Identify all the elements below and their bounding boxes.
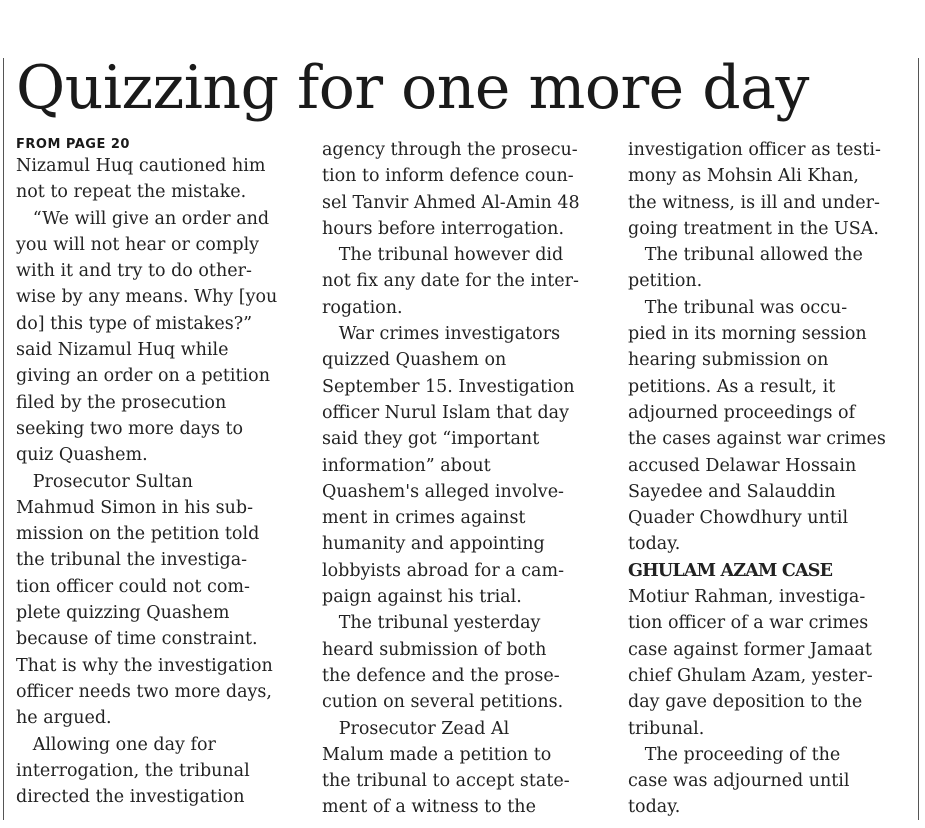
body-line: hearing submission on bbox=[628, 350, 829, 371]
body-line: with it and try to do other- bbox=[16, 261, 252, 282]
body-line: tion officer could not com- bbox=[16, 576, 250, 597]
left-column-rule bbox=[3, 58, 4, 820]
article-column-2 bbox=[322, 137, 606, 821]
body-line: War crimes investigators bbox=[322, 324, 561, 345]
body-line: said Nizamul Huq while bbox=[16, 340, 229, 361]
body-line: petitions. As a result, it bbox=[628, 376, 836, 397]
column-3-body bbox=[628, 137, 912, 821]
body-line: The tribunal was occu- bbox=[628, 297, 848, 318]
body-line: tion officer of a war crimes bbox=[628, 613, 869, 634]
body-line: Prosecutor Zead Al bbox=[322, 718, 510, 739]
column-2-body bbox=[322, 137, 606, 821]
body-line: the witness, is ill and under- bbox=[628, 192, 880, 213]
body-line: quizzed Quashem on bbox=[322, 350, 507, 371]
body-line: Sayedee and Salauddin bbox=[628, 481, 836, 502]
body-line: directed the investigation bbox=[16, 787, 245, 808]
headline: Quizzing for one more day bbox=[16, 53, 809, 123]
body-line: because of time constraint. bbox=[16, 629, 258, 650]
body-line: the tribunal to accept state- bbox=[322, 771, 570, 792]
body-line: ment of a witness to the bbox=[322, 797, 536, 818]
body-line: the tribunal the investiga- bbox=[16, 550, 248, 571]
body-line: do] this type of mistakes?” bbox=[16, 313, 253, 334]
body-line: adjourned proceedings of bbox=[628, 402, 856, 423]
body-line: “We will give an order and bbox=[16, 208, 270, 229]
body-line: sel Tanvir Ahmed Al-Amin 48 bbox=[322, 192, 580, 213]
body-line: officer needs two more days, bbox=[16, 681, 272, 702]
article-column-3 bbox=[628, 137, 912, 821]
body-line: day gave deposition to the bbox=[628, 692, 863, 713]
body-line: September 15. Investigation bbox=[322, 376, 575, 397]
body-line: rogation. bbox=[322, 297, 403, 318]
body-line: Quashem's alleged involve- bbox=[322, 481, 564, 502]
body-line: The tribunal however did bbox=[322, 245, 564, 266]
body-line: the defence and the prose- bbox=[322, 665, 560, 686]
body-line: mission on the petition told bbox=[16, 524, 260, 545]
body-line: humanity and appointing bbox=[322, 534, 545, 555]
kicker-from-page: FROM PAGE 20 bbox=[16, 137, 130, 152]
body-line: plete quizzing Quashem bbox=[16, 603, 230, 624]
body-line: case against former Jamaat bbox=[628, 639, 872, 660]
body-line: Quader Chowdhury until bbox=[628, 508, 849, 529]
body-line: interrogation, the tribunal bbox=[16, 760, 250, 781]
body-line: accused Delawar Hossain bbox=[628, 455, 857, 476]
body-line: agency through the prosecu- bbox=[322, 140, 578, 160]
body-line: The tribunal yesterday bbox=[322, 613, 541, 634]
body-line: today. bbox=[628, 797, 681, 818]
body-line: tion to inform defence coun- bbox=[322, 166, 574, 187]
body-line: officer Nurul Islam that day bbox=[322, 402, 569, 423]
body-line: chief Ghulam Azam, yester- bbox=[628, 665, 873, 686]
body-line: mony as Mohsin Ali Khan, bbox=[628, 166, 859, 187]
body-line: not fix any date for the inter- bbox=[322, 271, 579, 292]
body-line: you will not hear or comply bbox=[16, 234, 260, 255]
body-line: he argued. bbox=[16, 708, 112, 729]
body-line: ment in crimes against bbox=[322, 508, 526, 529]
body-line: Mahmud Simon in his sub- bbox=[16, 497, 254, 518]
body-line: lobbyists abroad for a cam- bbox=[322, 560, 564, 581]
body-line: wise by any means. Why [you bbox=[16, 287, 278, 308]
body-line: Malum made a petition to bbox=[322, 744, 552, 765]
subhead-ghulam-azam-case: GHULAM AZAM CASE bbox=[628, 560, 833, 581]
body-line: quiz Quashem. bbox=[16, 445, 148, 466]
body-line: filed by the prosecution bbox=[16, 392, 227, 413]
article-column-1 bbox=[16, 137, 298, 810]
body-line: Allowing one day for bbox=[16, 734, 216, 755]
body-line: tribunal. bbox=[628, 718, 705, 739]
body-line: investigation officer as testi- bbox=[628, 140, 881, 160]
body-line: The proceeding of the bbox=[628, 744, 841, 765]
body-line: Motiur Rahman, investiga- bbox=[628, 587, 866, 608]
column-1-body bbox=[16, 153, 298, 810]
body-line: heard submission of both bbox=[322, 639, 547, 660]
body-line: Nizamul Huq cautioned him bbox=[16, 156, 266, 176]
body-line: not to repeat the mistake. bbox=[16, 182, 247, 203]
right-column-rule bbox=[918, 58, 919, 820]
body-line: hours before interrogation. bbox=[322, 218, 565, 239]
body-line: said they got “important bbox=[322, 429, 540, 450]
body-line: pied in its morning session bbox=[628, 324, 867, 345]
body-line: going treatment in the USA. bbox=[628, 218, 879, 239]
body-line: case was adjourned until bbox=[628, 771, 850, 792]
body-line: the cases against war crimes bbox=[628, 429, 886, 450]
body-line: seeking two more days to bbox=[16, 418, 244, 439]
body-line: Prosecutor Sultan bbox=[16, 471, 193, 492]
body-line: information” about bbox=[322, 455, 491, 476]
body-line: petition. bbox=[628, 271, 703, 292]
body-line: The tribunal allowed the bbox=[628, 245, 863, 266]
body-line: giving an order on a petition bbox=[16, 366, 270, 387]
body-line: paign against his trial. bbox=[322, 587, 522, 608]
body-line: That is why the investigation bbox=[16, 655, 273, 676]
body-line: today. bbox=[628, 534, 681, 555]
body-line: cution on several petitions. bbox=[322, 692, 564, 713]
